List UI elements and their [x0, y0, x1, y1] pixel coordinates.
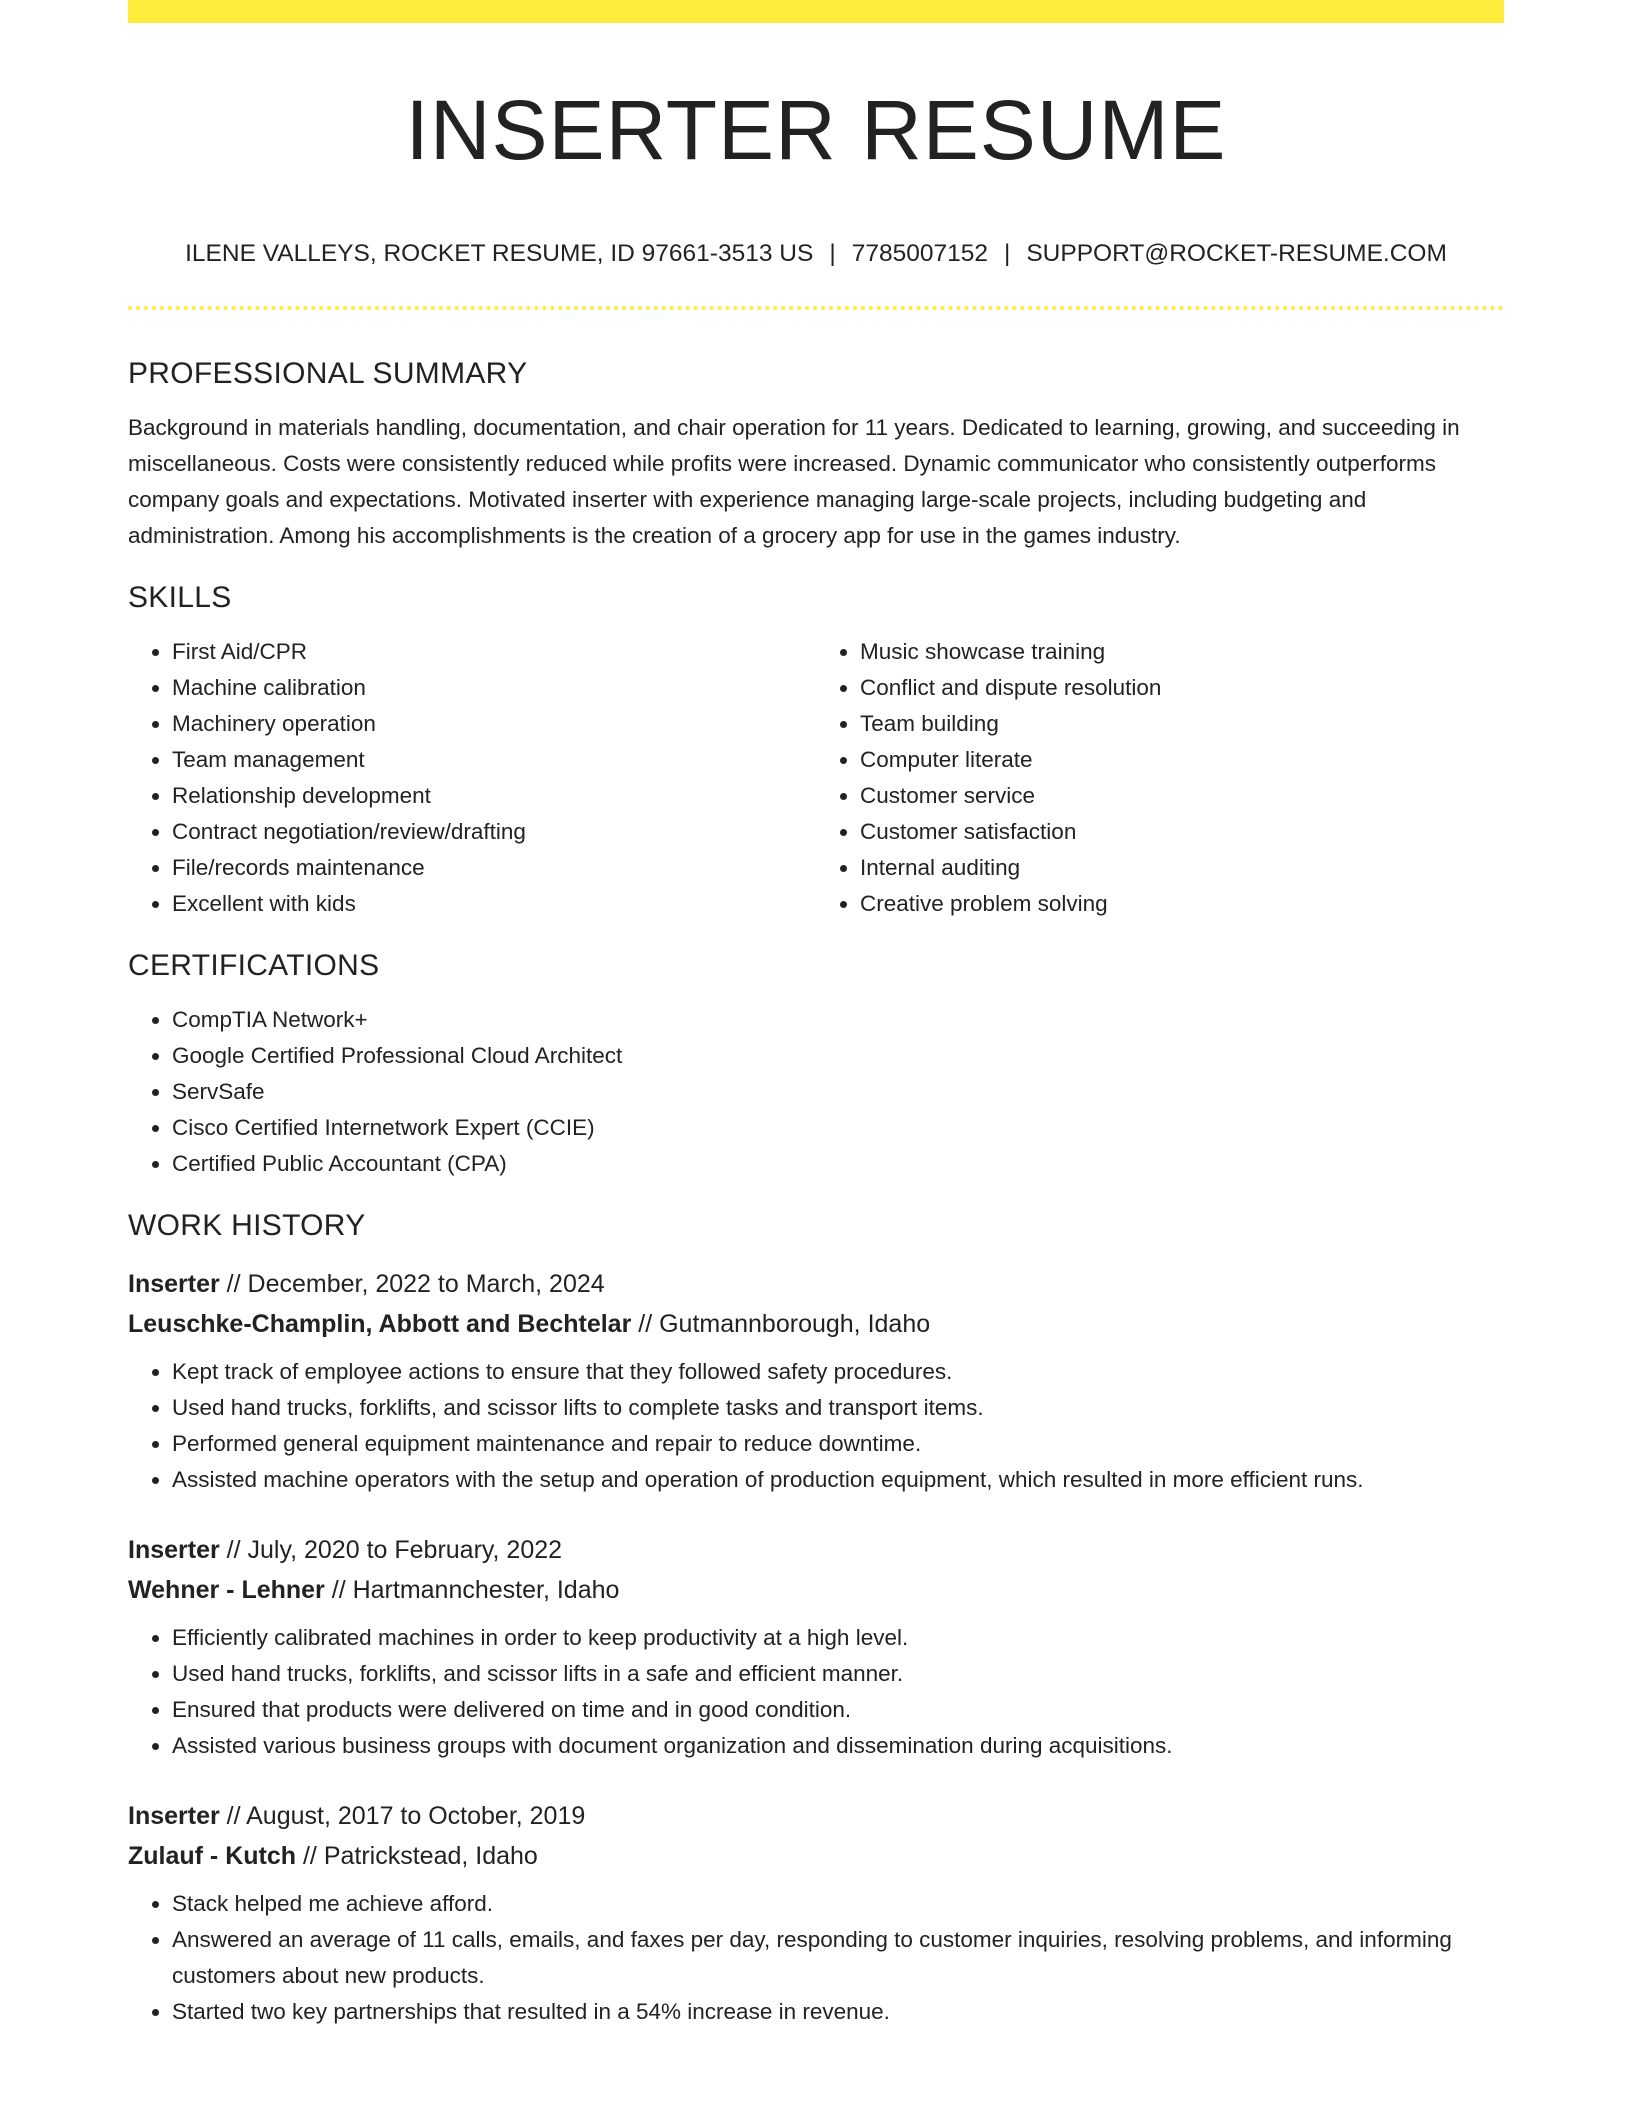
- job-bullets: [128, 1354, 1504, 1498]
- skill-item: • File/records maintenance: [172, 850, 816, 886]
- job-title-line: [128, 1264, 1504, 1304]
- job-bullet: • Answered an average of 11 calls, emails, and faxes per day, responding to customer inquiries, resolving problems, and informing customers about new products.: [172, 1922, 1504, 1994]
- job-location: // Hartmannchester, Idaho: [331, 1576, 620, 1604]
- job-bullets: [128, 1620, 1504, 1764]
- job-location: // Gutmannborough, Idaho: [638, 1310, 931, 1338]
- certification-item: • ServSafe: [172, 1074, 1504, 1110]
- certifications-section: [128, 944, 1504, 1182]
- skills-list-right: [816, 634, 1504, 922]
- contact-separator: |: [1003, 240, 1011, 267]
- contact-address: ILENE VALLEYS, ROCKET RESUME, ID 97661-3513 US: [185, 240, 814, 267]
- job-entry: [128, 1796, 1504, 2030]
- job-title: Inserter: [128, 1270, 220, 1298]
- job-title-line: [128, 1530, 1504, 1570]
- skill-item: • Computer literate: [860, 742, 1504, 778]
- summary-text: Background in materials handling, documentation, and chair operation for 11 years. Dedicated to learning, growing, and succeeding in miscellaneous. Costs were consistently reduced while profits were increased. Dynamic communicator who consistently outperforms company goals and expectations. Motivated inserter with experience managing large-scale projects, including budgeting and administration. Among his accomplishments is the creation of a grocery app for use in the games industry.: [128, 415, 1460, 548]
- skill-item: • Music showcase training: [860, 634, 1504, 670]
- contact-email: SUPPORT@ROCKET-RESUME.COM: [1026, 240, 1447, 267]
- resume-title: INSERTER RESUME: [405, 83, 1227, 177]
- skill-item: • Creative problem solving: [860, 886, 1504, 922]
- job-title: Inserter: [128, 1802, 220, 1830]
- job-company-line: [128, 1836, 1504, 1876]
- professional-summary-section: [128, 352, 1504, 554]
- dotted-divider: [128, 306, 1504, 310]
- job-bullet: • Assisted machine operators with the setup and operation of production equipment, which resulted in more efficient runs.: [172, 1462, 1504, 1498]
- skills-grid: [128, 634, 1504, 922]
- job-company-line: [128, 1304, 1504, 1344]
- contact-phone: 7785007152: [851, 240, 988, 267]
- section-heading: CERTIFICATIONS: [128, 949, 380, 982]
- skill-item: • Excellent with kids: [172, 886, 816, 922]
- job-bullet: • Kept track of employee actions to ensure that they followed safety procedures.: [172, 1354, 1504, 1390]
- skill-item: • Customer service: [860, 778, 1504, 814]
- job-bullet: • Ensured that products were delivered on time and in good condition.: [172, 1692, 1504, 1728]
- job-company: Leuschke-Champlin, Abbott and Bechtelar: [128, 1310, 632, 1338]
- skill-item: • Customer satisfaction: [860, 814, 1504, 850]
- job-title-line: [128, 1796, 1504, 1836]
- section-heading: SKILLS: [128, 581, 232, 614]
- section-heading: PROFESSIONAL SUMMARY: [128, 357, 528, 390]
- skill-item: • Internal auditing: [860, 850, 1504, 886]
- certifications-list: [128, 1002, 1504, 1182]
- certification-item: • Google Certified Professional Cloud Architect: [172, 1038, 1504, 1074]
- section-heading: WORK HISTORY: [128, 1209, 366, 1242]
- job-bullet: • Assisted various business groups with document organization and dissemination during acquisitions.: [172, 1728, 1504, 1764]
- skill-item: • Conflict and dispute resolution: [860, 670, 1504, 706]
- job-location: // Patrickstead, Idaho: [302, 1842, 538, 1870]
- job-bullet: • Used hand trucks, forklifts, and scissor lifts to complete tasks and transport items.: [172, 1390, 1504, 1426]
- resume-page: [128, 0, 1504, 2024]
- top-accent-bar: [128, 0, 1504, 23]
- job-company: Zulauf - Kutch: [128, 1842, 297, 1870]
- skill-item: • First Aid/CPR: [172, 634, 816, 670]
- skill-item: • Team building: [860, 706, 1504, 742]
- job-bullet: • Started two key partnerships that resulted in a 54% increase in revenue.: [172, 1994, 1504, 2030]
- job-bullets: [128, 1886, 1504, 2030]
- contact-line: [128, 236, 1504, 272]
- skills-section: [128, 576, 1504, 922]
- job-bullet: • Efficiently calibrated machines in order to keep productivity at a high level.: [172, 1620, 1504, 1656]
- job-company: Wehner - Lehner: [128, 1576, 325, 1604]
- job-entry: [128, 1264, 1504, 1498]
- job-title: Inserter: [128, 1536, 220, 1564]
- job-dates: // August, 2017 to October, 2019: [226, 1802, 586, 1830]
- certification-item: • CompTIA Network+: [172, 1002, 1504, 1038]
- job-dates: // December, 2022 to March, 2024: [226, 1270, 605, 1298]
- skills-list-left: [128, 634, 816, 922]
- certification-item: • Certified Public Accountant (CPA): [172, 1146, 1504, 1182]
- job-bullet: • Used hand trucks, forklifts, and scissor lifts in a safe and efficient manner.: [172, 1656, 1504, 1692]
- job-bullet: • Stack helped me achieve afford.: [172, 1886, 1504, 1922]
- skill-item: • Contract negotiation/review/drafting: [172, 814, 816, 850]
- certification-item: • Cisco Certified Internetwork Expert (CCIE): [172, 1110, 1504, 1146]
- job-bullet: • Performed general equipment maintenance and repair to reduce downtime.: [172, 1426, 1504, 1462]
- skill-item: • Team management: [172, 742, 816, 778]
- skill-item: • Relationship development: [172, 778, 816, 814]
- resume-content: [128, 352, 1504, 2062]
- job-dates: // July, 2020 to February, 2022: [226, 1536, 563, 1564]
- work-history-section: [128, 1204, 1504, 2030]
- skill-item: • Machinery operation: [172, 706, 816, 742]
- job-company-line: [128, 1570, 1504, 1610]
- contact-separator: |: [829, 240, 836, 267]
- job-entry: [128, 1530, 1504, 1764]
- skill-item: • Machine calibration: [172, 670, 816, 706]
